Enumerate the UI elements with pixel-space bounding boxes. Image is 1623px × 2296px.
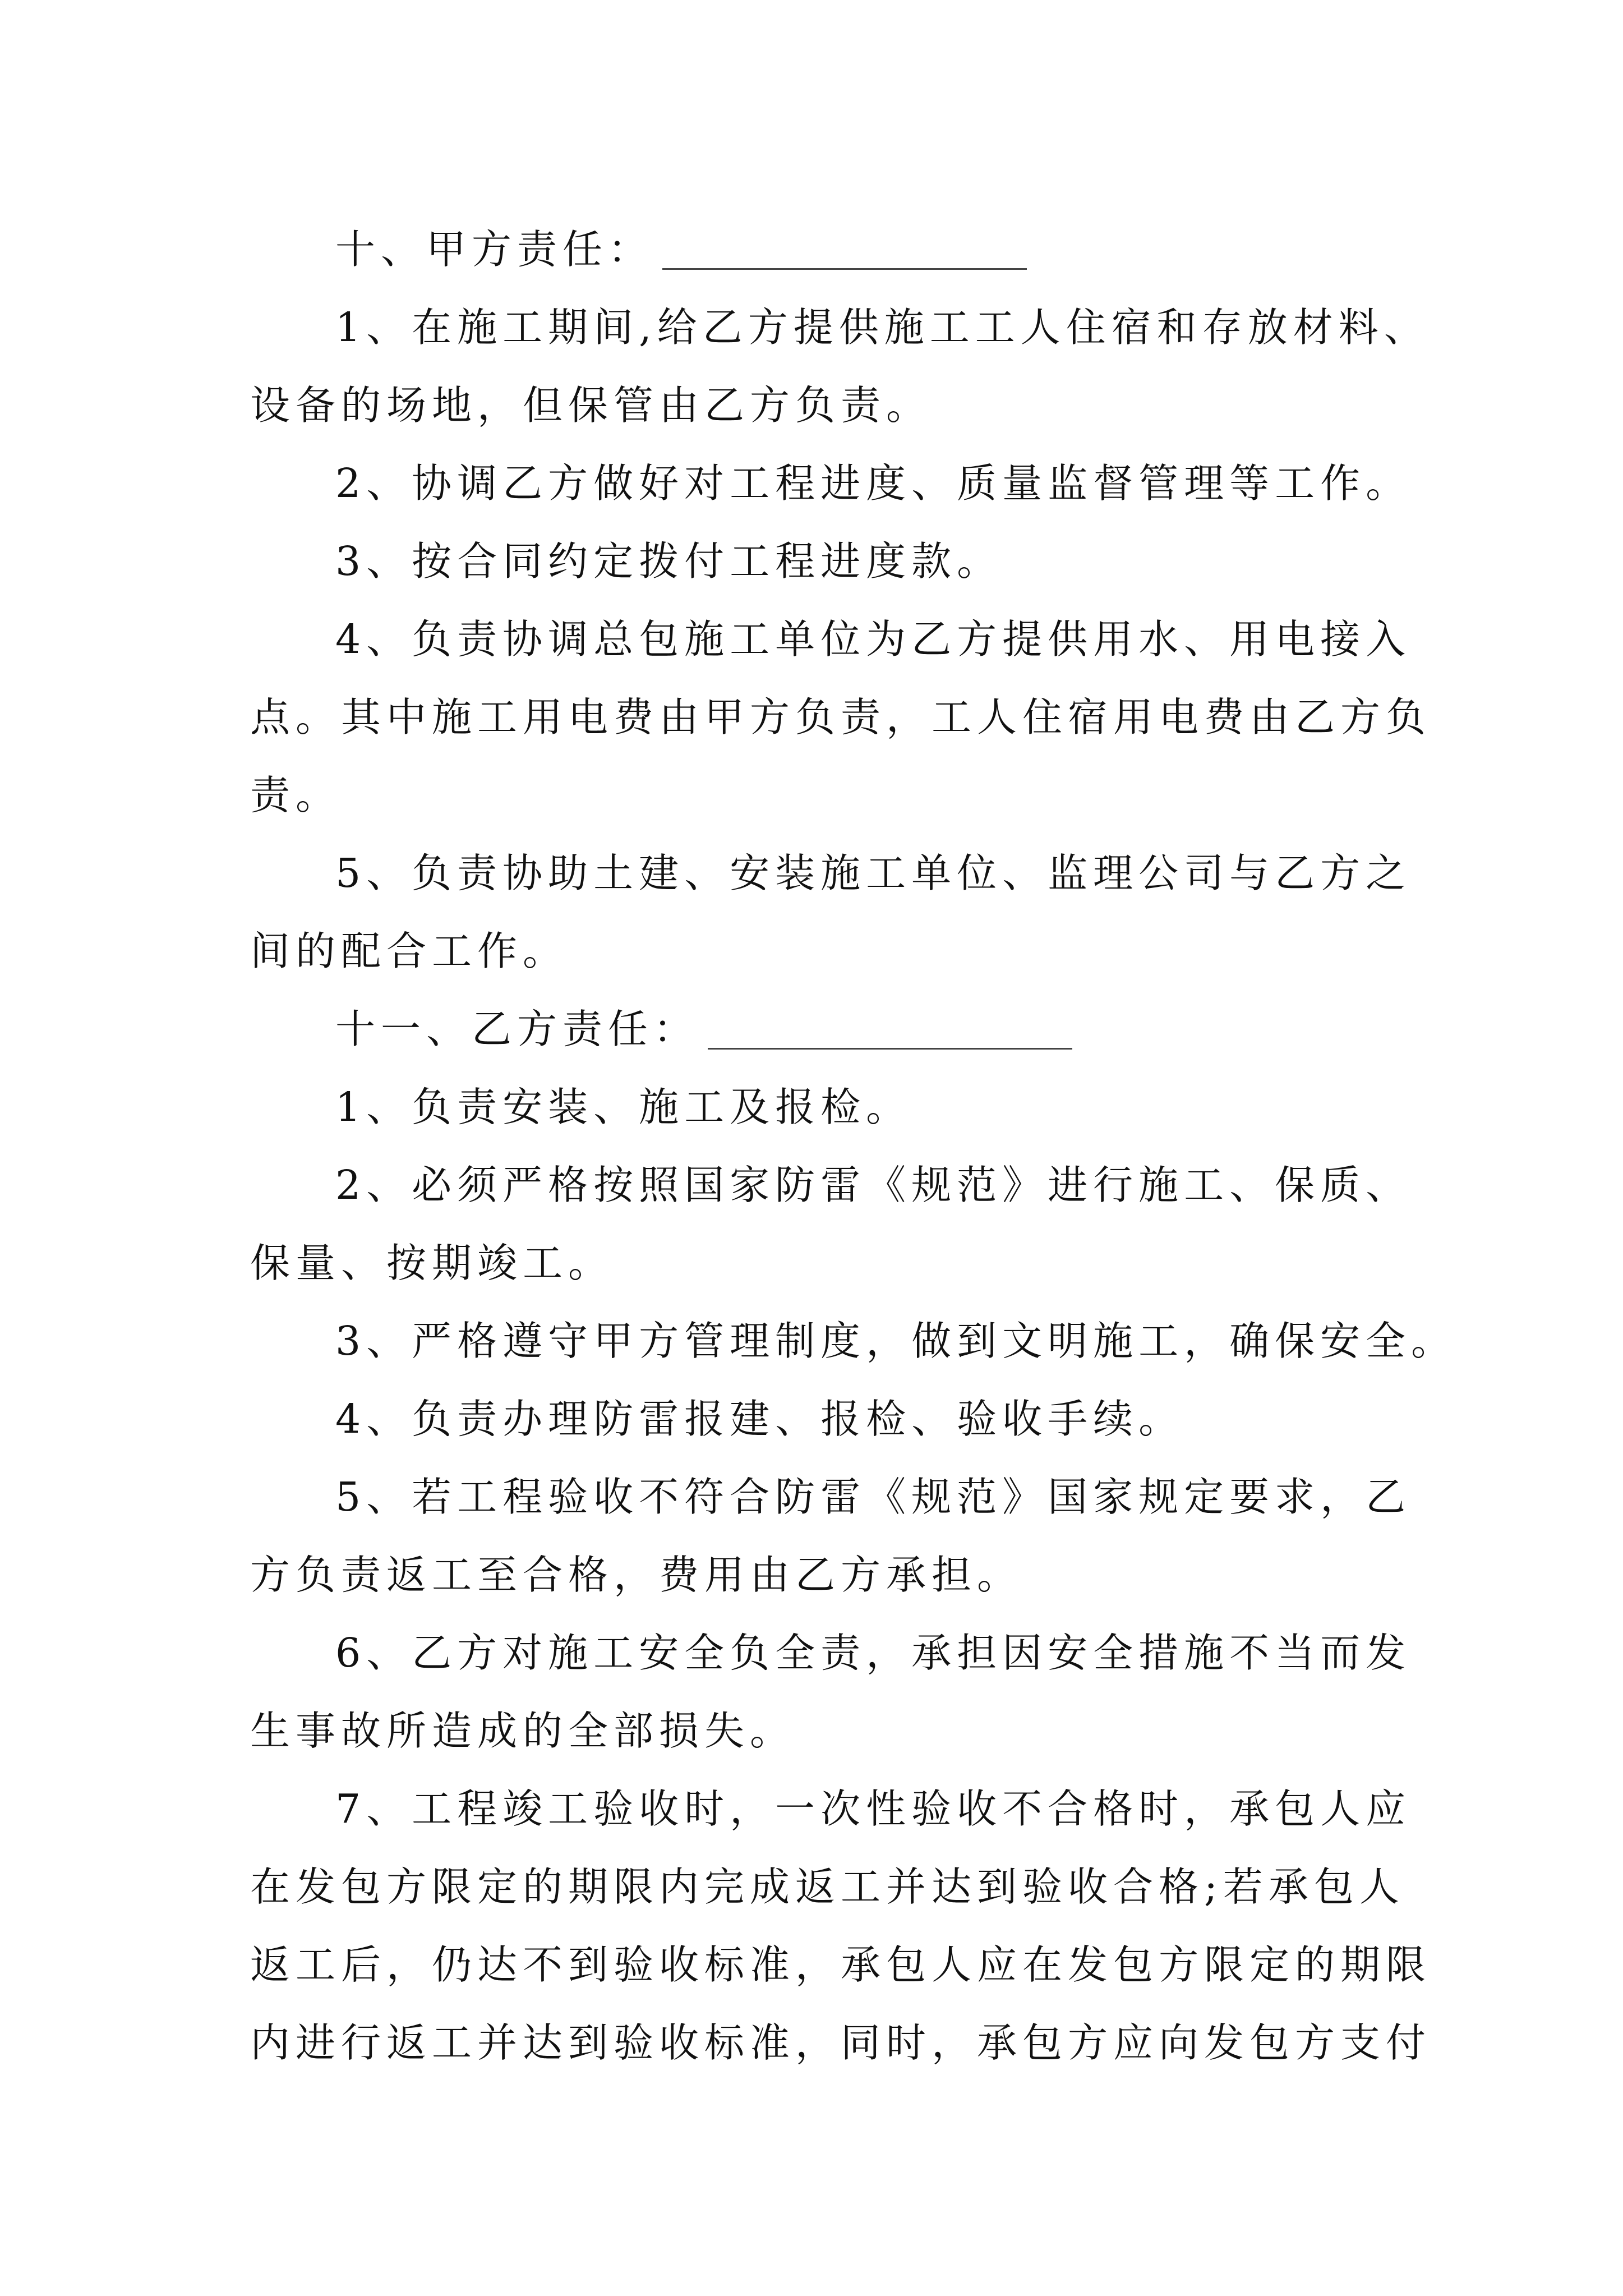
paragraph-line: 3、严格遵守甲方管理制度，做到文明施工，确保安全。 — [335, 1318, 1457, 1364]
paragraph-line: 2、必须严格按照国家防雷《规范》进行施工、保质、 — [335, 1162, 1412, 1208]
fill-in-blank-line — [662, 229, 1027, 270]
paragraph-line: 5、负责协助土建、安装施工单位、监理公司与乙方之 — [335, 850, 1412, 896]
paragraph-line: 方负责返工至合格，费用由乙方承担。 — [250, 1552, 1023, 1598]
paragraph-line: 生事故所造成的全部损失。 — [250, 1708, 796, 1754]
paragraph-line: 设备的场地，但保管由乙方负责。 — [250, 382, 932, 429]
paragraph-line: 5、若工程验收不符合防雷《规范》国家规定要求，乙 — [335, 1474, 1412, 1520]
paragraph-line: 在发包方限定的期限内完成返工并达到验收合格;若承包人 — [250, 1864, 1405, 1910]
paragraph-line: 点。其中施工用电费由甲方负责，工人住宿用电费由乙方负 — [250, 694, 1432, 740]
paragraph-line: 内进行返工并达到验收标准，同时，承包方应向发包方支付 — [250, 2019, 1432, 2066]
paragraph-line: 4、负责办理防雷报建、报检、验收手续。 — [335, 1396, 1184, 1442]
paragraph-line: 返工后，仍达不到验收标准，承包人应在发包方限定的期限 — [250, 1941, 1432, 1988]
paragraph-line: 保量、按期竣工。 — [250, 1240, 614, 1286]
fill-in-blank-line — [708, 1009, 1072, 1050]
paragraph-line: 7、工程竣工验收时，一次性验收不合格时，承包人应 — [335, 1786, 1412, 1832]
paragraph-line: 3、按合同约定拨付工程进度款。 — [335, 538, 1003, 585]
section-heading-party-b — [250, 990, 1394, 1068]
paragraph-line: 4、负责协调总包施工单位为乙方提供用水、用电接入 — [335, 616, 1412, 662]
document-body — [250, 210, 1457, 2082]
paragraph-line: 责。 — [250, 772, 342, 818]
section-heading-party-a — [250, 210, 1394, 288]
heading-text: 十、甲方责任： — [335, 226, 654, 273]
heading-text: 十一、乙方责任： — [335, 1006, 699, 1052]
paragraph-line: 1、在施工期间,给乙方提供施工工人住宿和存放材料、 — [335, 304, 1430, 351]
paragraph-line: 6、乙方对施工安全负全责，承担因安全措施不当而发 — [335, 1630, 1412, 1676]
paragraph-line: 1、负责安装、施工及报检。 — [335, 1084, 912, 1130]
paragraph-line: 2、协调乙方做好对工程进度、质量监督管理等工作。 — [335, 460, 1412, 507]
paragraph-line: 间的配合工作。 — [250, 928, 569, 974]
